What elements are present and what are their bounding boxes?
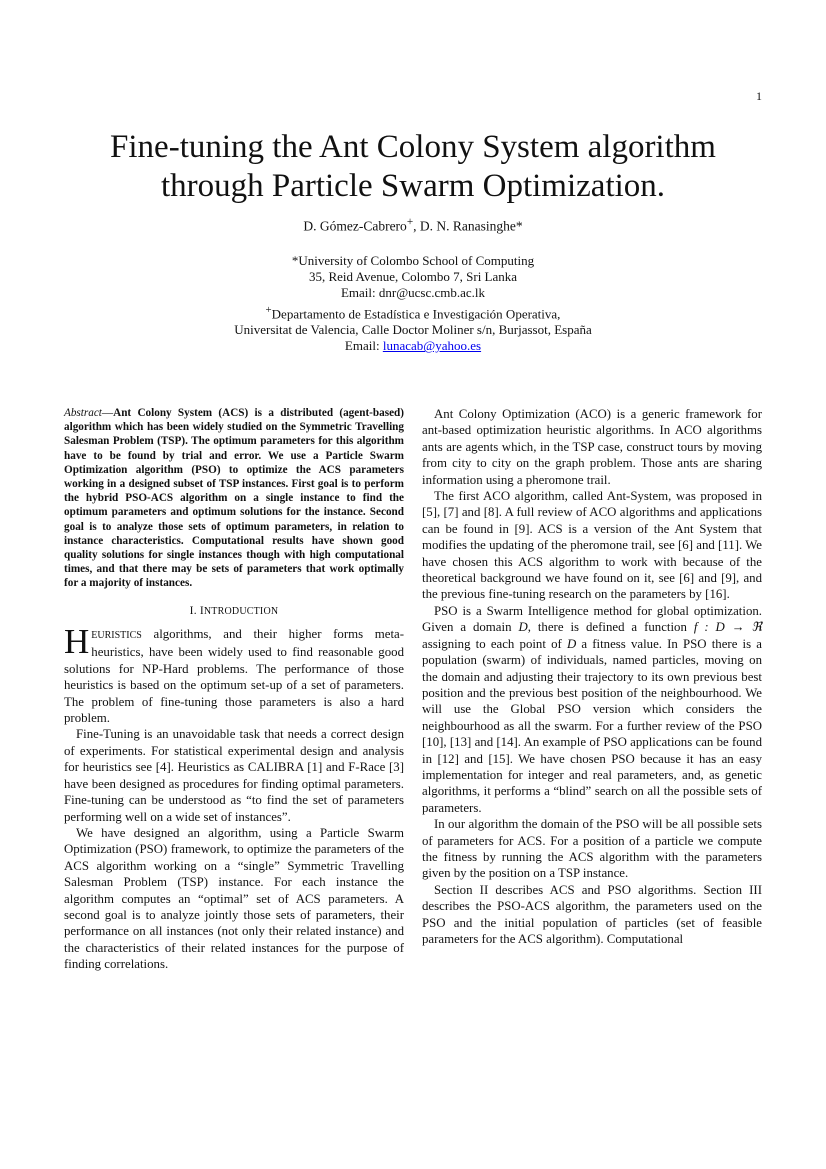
abstract-text: Ant Colony System (ACS) is a distributed (agent-based) algorithm which has been widely studied on the Symmetric Travelling Salesman Problem (TSP). The optimum parameters for this algorithm have to be found by trial and error. We use a Particle Swarm Optimization algorithm (PSO) to optimize the ACS parameters working in a designed subset of TSP instances. First goal is to perform the hybrid PSO-ACS algorithm on a single instance to find the optimum parameters and optimum solutions for the instance. Second goal is to analyze those sets of optimum parameters, in relation to instance characteristics. Computational results have shown good quality solutions for single instances though with high computational times, and that there may be sets of parameters that work optimally for a majority of instances. bbox=[64, 407, 404, 590]
p3-part-c: assigning to each point of bbox=[422, 636, 567, 651]
fitness-formula: f : D → ℜ bbox=[693, 620, 763, 635]
drop-cap: H bbox=[64, 622, 90, 662]
intro-paragraph-2: Fine-Tuning is an unavoidable task that needs a correct design of experiments. For statistical experimental design and analysis for heuristics see [4]. Heuristics as CALIBRA [1] and F-Race [3] have been designed as procedures for finding optimal parameters. Fine-tuning can be understood as “to find the set of parameters performing well on a wide set of instances”. bbox=[64, 727, 404, 824]
abstract bbox=[64, 406, 404, 591]
p3-domain-1: D bbox=[518, 620, 528, 635]
affiliation-email-1: Email: dnr@ucsc.cmb.ac.lk bbox=[340, 285, 486, 301]
right-paragraph-2: The first ACO algorithm, called Ant-System, was proposed in [5], [7] and [8]. A full review of ACO algorithms and applications can be found in [9]. ACS is a version of the Ant System that modifies the updating of the pheromone trail, see [6] and [11]. We have chosen this ACS algorithm to work with because of the theoretical background we have found on it, see [6] and [9], and the previous fine-tuning research on the parameters by [16]. bbox=[422, 489, 762, 602]
p3-domain-2: D bbox=[566, 636, 577, 651]
author-2: D. N. Ranasinghe* bbox=[419, 218, 523, 234]
title-line-1: Fine-tuning the Ant Colony System algorithm bbox=[110, 129, 716, 165]
left-column bbox=[64, 406, 404, 973]
right-paragraph-5: Section II describes ACS and PSO algorithms. Section III describes the PSO-ACS algorithm, the parameters used on the PSO and the initial population of particles (set of feasible parameters for the ACS algorithm). Computational bbox=[422, 882, 762, 946]
intro-paragraph-1-text: algorithms, and their higher forms meta-heuristics, have been widely used to find reasonable good solutions for NP-Hard problems. The performance of those heuristics is based on the optimum set-up of a set of parameters. The problem of fine-tuning those parameters is also a hard problem. bbox=[64, 627, 404, 726]
intro-paragraph-1 bbox=[64, 622, 404, 726]
intro-paragraph-3: We have designed an algorithm, using a Particle Swarm Optimization (PSO) framework, to optimize the parameters of the ACS algorithm working on a “single” Symmetric Travelling Salesman Problem (TSP) instance. For each instance the algorithm computes an “optimal” set of ACS parameters. A second goal is to analyze jointly those sets of parameters, their performance on all instances (not only their related instance) and the characteristics of their related instances for the purpose of finding correlations. bbox=[64, 825, 404, 972]
affiliation-line-1: *University of Colombo School of Computing bbox=[291, 253, 535, 268]
affiliation-line-4-text: Departamento de Estadística e Investigación Operativa, bbox=[271, 305, 561, 321]
right-paragraph-3 bbox=[422, 603, 762, 816]
section-heading-introduction bbox=[64, 603, 404, 620]
affiliation-mark: + bbox=[265, 303, 272, 316]
author-separator: , bbox=[413, 218, 420, 234]
affiliation-line-2: 35, Reid Avenue, Colombo 7, Sri Lanka bbox=[308, 269, 518, 285]
right-paragraph-1: Ant Colony Optimization (ACO) is a generic framework for ant-based optimization heuristic algorithms. In ACO algorithms ants are agents which, in the TSP case, construct tours by moving from city to city on the graph problem. Those ants are sharing information using a pheromone trail. bbox=[422, 407, 762, 487]
p3-part-b: , there is defined a function bbox=[527, 620, 694, 635]
author-1: D. Gómez-Cabrero bbox=[303, 218, 407, 234]
paper-title bbox=[0, 128, 826, 206]
p3-part-a: PSO is a Swarm Intelligence method for global optimization. Given a domain bbox=[422, 603, 762, 635]
abstract-label: Abstract bbox=[64, 407, 102, 419]
affiliation-line-5: Universitat de Valencia, Calle Doctor Moliner s/n, Burjassot, España bbox=[234, 322, 592, 338]
intro-smallcaps: EURISTICS bbox=[91, 630, 142, 642]
section-number: I. bbox=[189, 604, 197, 617]
page-number: 1 bbox=[756, 89, 762, 103]
section-title-rest: NTRODUCTION bbox=[203, 605, 279, 617]
section-title-initial: I bbox=[199, 604, 204, 617]
right-column bbox=[422, 406, 762, 947]
author-1-mark: + bbox=[406, 216, 414, 228]
authors bbox=[0, 216, 826, 235]
affiliation-line-4 bbox=[0, 302, 826, 323]
abstract-dash: — bbox=[101, 407, 114, 419]
right-paragraph-4: In our algorithm the domain of the PSO will be all possible sets of parameters for ACS. For a position of a particle we compute the fitness by running the ACS algorithm with the parameters given by the position on a TSP instance. bbox=[422, 817, 762, 881]
email-link[interactable]: lunacab@yahoo.es bbox=[382, 338, 482, 354]
affiliations bbox=[0, 253, 826, 355]
p3-part-d: a fitness value. In PSO there is a population (swarm) of individuals, named particles, moving on the domain and adjusting their trajectory to its own previous best position and the previous best position of the neighbourhood. We will use the Global PSO version which considers the neighbourhood as all the swarm. For a further review of the PSO [10], [13] and [14]. An example of PSO applications can be found in [12] and [15]. We have chosen PSO because it has an easy implementation for integer and real parameters, and, as genetic algorithms, it performs a “blind” search on all the possible sets of parameters. bbox=[422, 636, 762, 815]
affiliation-email-2 bbox=[0, 338, 826, 354]
title-line-2: through Particle Swarm Optimization. bbox=[160, 168, 666, 204]
email-prefix: Email: bbox=[344, 338, 383, 354]
